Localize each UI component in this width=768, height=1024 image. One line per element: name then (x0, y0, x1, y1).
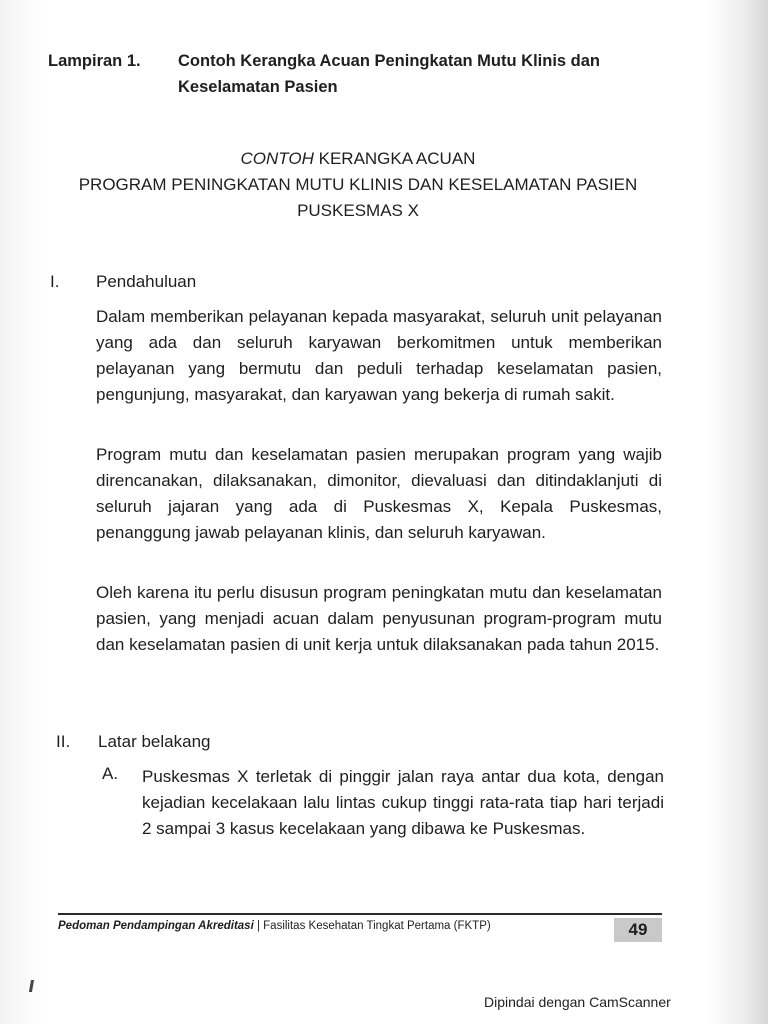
appendix-title (178, 48, 678, 100)
subitem-a-text: Puskesmas X terletak di pinggir jalan raya antar dua kota, dengan kejadian kecelakaan lalu lintas cukup tinggi rata-rata tiap hari terjadi 2 sampai 3 kasus kecelakaan yang dibawa ke Puskesmas. (142, 767, 664, 838)
footer-separator: | (253, 920, 264, 932)
section-1-paragraph-1: Dalam memberikan pelayanan kepada masyarakat, seluruh unit pelayanan yang ada dan seluruh karyawan berkomitmen untuk memberikan pelayanan yang bermutu dan peduli terhadap keselamatan pasien, pengunjung, masyarakat, dan karyawan yang bekerja di rumah sakit. (96, 307, 662, 404)
title-line3: PUSKESMAS X (297, 201, 419, 220)
section-1-paragraph-3: Oleh karena itu perlu disusun program peningkatan mutu dan keselamatan pasien, yang menjadi acuan dalam penyusunan program-program mutu dan keselamatan pasien di unit kerja untuk dilaksanakan pada tahun 2015. (96, 583, 662, 654)
document-title (40, 146, 676, 224)
scanner-watermark: Dipindai dengan CamScanner (484, 994, 671, 1010)
appendix-title-line2: Keselamatan Pasien (178, 78, 338, 96)
scan-mark (29, 980, 34, 992)
section-1-heading: Pendahuluan (96, 272, 197, 291)
page-number: 49 (614, 918, 662, 942)
appendix-title-line1: Contoh Kerangka Acuan Peningkatan Mutu Klinis dan (178, 52, 601, 70)
appendix-label: Lampiran 1. (48, 52, 141, 70)
section-2-number: II. (56, 732, 71, 751)
section-1-number: I. (50, 272, 60, 291)
title-italic-word: CONTOH (240, 149, 314, 168)
title-line1-rest: KERANGKA ACUAN (313, 149, 476, 168)
section-2-heading: Latar belakang (98, 732, 211, 751)
subitem-a-label: A. (102, 764, 119, 783)
title-line2: PROGRAM PENINGKATAN MUTU KLINIS DAN KESELAMATAN PASIEN (78, 175, 638, 194)
title-line1 (40, 146, 676, 172)
footer-divider (58, 913, 662, 915)
footer-subtitle: Fasilitas Kesehatan Tingkat Pertama (FKTP) (263, 920, 491, 932)
footer (58, 920, 491, 932)
section-1-paragraph-2: Program mutu dan keselamatan pasien merupakan program yang wajib direncanakan, dilaksanakan, dimonitor, dievaluasi dan ditindaklanjuti di seluruh jajaran yang ada di Puskesmas X, Kepala Puskesmas, penanggung jawab pelayanan klinis, dan seluruh karyawan. (96, 445, 662, 542)
footer-publication: Pedoman Pendampingan Akreditasi (58, 920, 254, 932)
